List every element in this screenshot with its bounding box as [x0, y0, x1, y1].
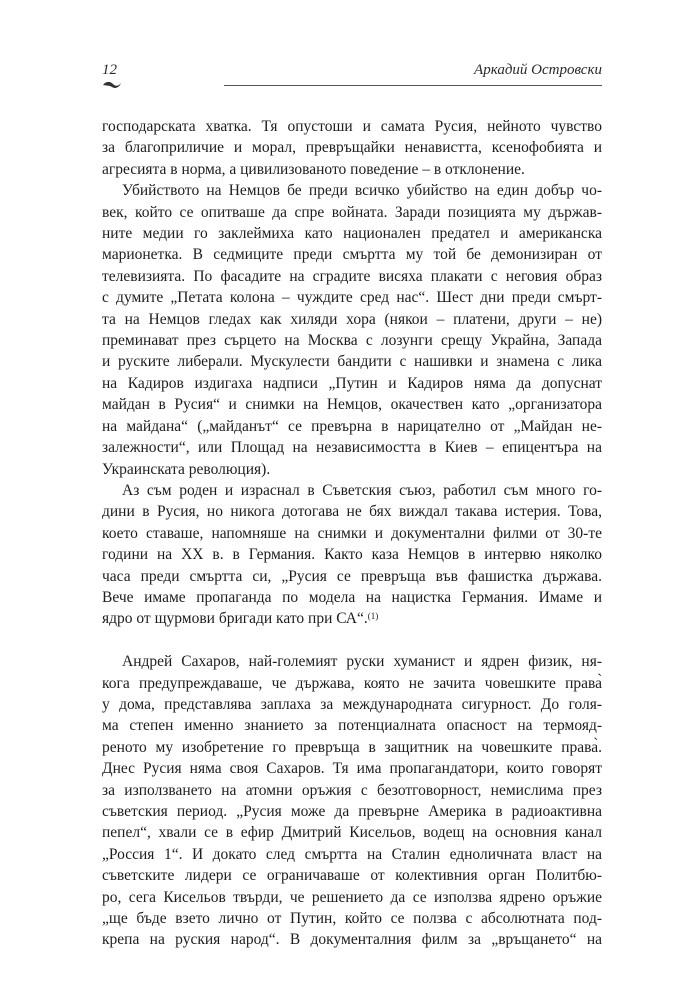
text-line: марионетка. В седмиците преди смъртта му той бе демонизиран от [102, 246, 602, 264]
section-break [102, 630, 602, 651]
text-line: у дома, представлява заплаха за международната сигурност. До голя- [102, 695, 602, 713]
page-header [102, 62, 602, 86]
text-line: с думите „Петата колона – чуждите сред нас“. Шест дни преди смърт- [102, 289, 602, 307]
text-line: телевизията. По фасадите на сградите висяха плакати с неговия образ [102, 267, 602, 285]
text-line: крепа на руския народ“. В документалния филм за „връщането“ на [102, 931, 602, 949]
ornament-icon [102, 79, 122, 91]
text-line: реното му изобретение го превръща в защитник на човешките права̀. [102, 738, 602, 756]
text-line: на майдана“ („майданът“ се превърна в нарицателно от „Майдан не- [102, 417, 602, 435]
text-line: Убийството на Немцов бе преди всичко убийство на един добър чо- [122, 182, 602, 200]
text-line: пепел“, хвали се в ефир Дмитрий Кисельов, водещ на основния канал [102, 824, 602, 842]
text-line: Днес Русия няма своя Сахаров. Тя има пропагандатори, които говорят [102, 760, 602, 778]
paragraph [102, 116, 602, 180]
text-line: Вече имаме пропаганда по модела на нацистка Германия. Имаме и [102, 588, 602, 606]
text-line: за използването на атомни оръжия с безотговорност, немислима през [102, 781, 602, 799]
paragraph [102, 651, 602, 951]
text-line: Аз съм роден и израснал в Съветския съюз, работил съм много го- [122, 481, 602, 499]
text-line: за благоприличие и морал, превръщайки ненавистта, ксенофобията и [102, 139, 602, 157]
text-line: агресията в норма, а цивилизованото поведение – в отклонение. [102, 160, 525, 178]
text-line: кога предупреждаваше, че държава, която не зачита човешките права̀ [102, 674, 602, 692]
text-line: ро, сега Кисельов твърди, че решението да се използва ядрено оръжие [102, 888, 602, 906]
text-line: дини в Русия, но никога дотогава не бях виждал такава истерия. Това, [102, 503, 602, 521]
footnote-ref: (1) [367, 611, 379, 622]
text-line: съветските лидери се ограничаваше от колективния орган Политбю- [102, 867, 602, 885]
text-line: което ставаше, напомняше на снимки и документални филми от 30-те [102, 524, 602, 542]
text-line: години на XX в. в Германия. Както каза Немцов в интервю няколко [102, 546, 602, 564]
text-line: преминават през сърцето на Москва с лозунги срещу Украйна, Запада [102, 332, 602, 350]
body-text [102, 116, 602, 951]
text-line: век, който се опитваше да спре войната. Заради позицията му държав- [102, 203, 602, 221]
text-line: съветския период. „Русия може да превърне Америка в радиоактивна [102, 802, 602, 820]
running-head-author: Аркадий Островски [474, 62, 602, 78]
text-line: Украинската революция). [102, 460, 271, 478]
paragraph [102, 480, 602, 630]
text-line: ма степен именно знанието за потенциалната опасност на термояд- [102, 717, 602, 735]
text-line: и руските либерали. Мускулести бандити с нашивки и знамена с лика [102, 353, 602, 371]
text-line: часа преди смъртта си, „Русия се превръща във фашистка държава. [102, 567, 602, 585]
text-line: господарската хватка. Тя опустоши и самата Русия, нейното чувство [102, 118, 602, 135]
text-line: залежности“, или Площад на независимостта в Киев – епицентъра на [102, 439, 602, 457]
paragraph [102, 180, 602, 480]
text-line: „Россия 1“. И докато след смъртта на Сталин едноличната власт на [102, 845, 602, 863]
text-line: „ще бъде взето лично от Путин, който се ползва с абсолютната под- [102, 910, 602, 928]
text-line: на Кадиров издигаха надписи „Путин и Кадиров няма да допуснат [102, 374, 602, 392]
paragraphs [102, 116, 602, 951]
text-line: ните медии го заклеймиха като национален предател и американска [102, 225, 602, 243]
page-number: 12 [102, 62, 117, 78]
text-line: ядро от щурмови бригади като при СА“.$^{(1)}$ [102, 610, 379, 628]
text-line: Андрей Сахаров, най-големият руски хуманист и ядрен физик, ня- [122, 653, 602, 671]
header-rule [224, 85, 602, 86]
text-line: та на Немцов гледах как хиляди хора (някои – платени, други – не) [102, 310, 602, 328]
text-line: майдан в Русия“ и снимки на Немцов, окачествен като „организатора [102, 396, 602, 414]
